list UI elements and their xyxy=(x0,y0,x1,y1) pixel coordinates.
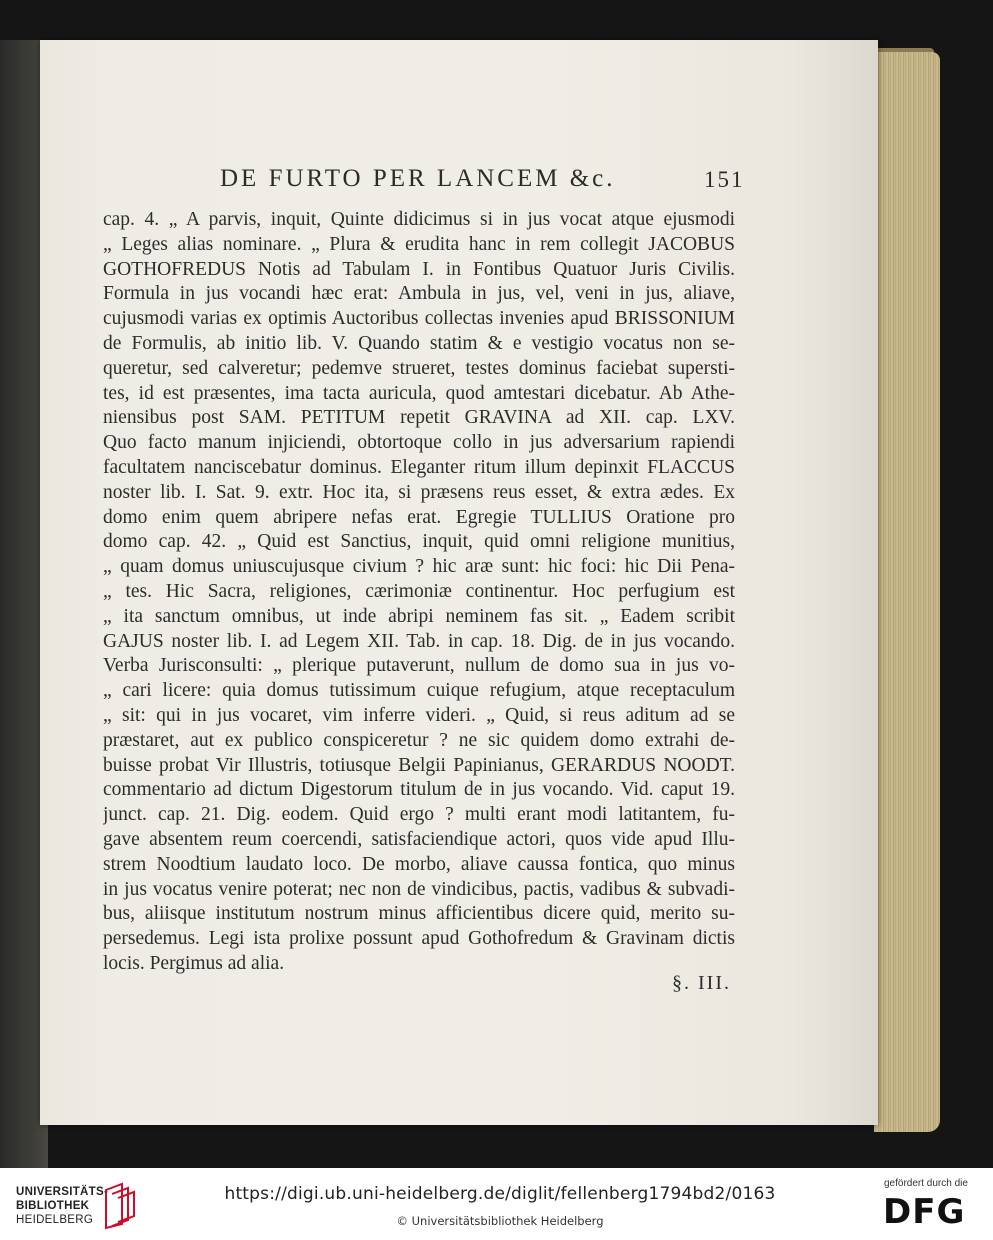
text-line: Formula in jus vocandi hæc erat: Ambula in jus, vel, veni in jus, aliave, xyxy=(103,283,735,305)
text-line: bus, aliisque institutum nostrum minus afficientibus dicere quid, merito su- xyxy=(103,903,735,925)
text-line: persedemus. Legi ista prolixe possunt apud Gothofredum & Gravinam dictis xyxy=(103,928,735,950)
text-line: Verba Jurisconsulti: „ plerique putaverunt, nullum de domo sua in jus vo- xyxy=(103,655,735,677)
library-name-line1: UNIVERSITÄTS- xyxy=(16,1186,109,1198)
text-line: domo enim quem abripere nefas erat. Egregie TULLIUS Oratione pro xyxy=(103,506,735,528)
text-line: gave absentem reum coercendi, satisfaciendique actori, quos vide apud Illu- xyxy=(103,828,735,850)
text-line: cap. 4. „ A parvis, inquit, Quinte didicimus si in jus vocat atque ejusmodi xyxy=(103,209,735,230)
text-line: locis. Pergimus ad alia. xyxy=(103,952,285,974)
text-line: junct. cap. 21. Dig. eodem. Quid ergo ? multi erant modi latitantem, fu- xyxy=(103,804,735,826)
text-line: facultatem nanciscebatur dominus. Eleganter ritum illum depinxit FLACCUS xyxy=(103,456,735,478)
section-catchword: §. III. xyxy=(672,972,731,994)
text-line: Quo facto manum injiciendi, obtortoque collo in jus adversarium rapiendi xyxy=(103,432,735,454)
copyright-notice: © Universitätsbibliothek Heidelberg xyxy=(396,1214,604,1228)
book-fore-edge xyxy=(874,52,940,1132)
text-line: noster lib. I. Sat. 9. extr. Hoc ita, si præsens reus esset, & extra ædes. Ex xyxy=(103,481,735,503)
text-line: queretur, sed calveretur; pedemve strueret, testes dominus faciebat supersti- xyxy=(103,357,735,379)
text-line: „ Leges alias nominare. „ Plura & erudita hanc in rem collegit JACOBUS xyxy=(103,233,735,255)
text-line: domo cap. 42. „ Quid est Sanctius, inquit, quid omni religione munitius, xyxy=(103,531,735,553)
text-line: „ ita sanctum omnibus, ut inde abripi neminem fas sit. „ Eadem scribit xyxy=(103,605,735,627)
text-line: in jus vocatus venire poterat; nec non de vindicibus, pactis, vadibus & subvadi- xyxy=(103,878,735,900)
text-line: „ quam domus uniuscujusque civium ? hic aræ sunt: hic foci: hic Dii Pena- xyxy=(103,556,735,578)
text-line: „ tes. Hic Sacra, religiones, cærimoniæ continentur. Hoc perfugium est xyxy=(103,580,735,602)
text-line: commentario ad dictum Digestorum titulum de in jus vocando. Vid. caput 19. xyxy=(103,779,735,801)
text-line: „ cari licere: quia domus tutissimum cuique refugium, atque receptaculum xyxy=(103,680,735,702)
library-name-line3: HEIDELBERG xyxy=(16,1214,94,1226)
text-line: tes, id est præsentes, ima tacta auricula, quod amtestari dicebatur. Ab Athe- xyxy=(103,382,735,404)
text-line: niensibus post SAM. PETITUM repetit GRAVINA ad XII. cap. LXV. xyxy=(103,407,735,429)
text-line: buisse probat Vir Illustris, totiusque Belgii Papinianus, GERARDUS NOODT. xyxy=(103,754,735,776)
text-line: GAJUS noster lib. I. ad Legem XII. Tab. in cap. 18. Dig. de in jus vocando. xyxy=(103,630,735,652)
text-line: strem Noodtium laudato loco. De morbo, aliave caussa fontica, quo minus xyxy=(103,853,735,875)
sponsor-label: gefördert durch die xyxy=(884,1178,968,1189)
page-number: 151 xyxy=(704,167,745,192)
library-logo-icon xyxy=(102,1180,138,1230)
text-line: „ sit: qui in jus vocaret, vim inferre videri. „ Quid, si reus aditum ad se xyxy=(103,704,735,726)
text-line: cujusmodi varias ex optimis Auctoribus collectas invenies apud BRISSONIUM xyxy=(103,308,735,330)
permalink-url[interactable]: https://digi.ub.uni-heidelberg.de/diglit/fellenberg1794bd2/0163 xyxy=(224,1184,776,1204)
text-line: GOTHOFREDUS Notis ad Tabulam I. in Fontibus Quatuor Juris Civilis. xyxy=(103,258,735,280)
body-text xyxy=(103,208,735,977)
running-header: DE FURTO PER LANCEM &c. xyxy=(220,165,616,192)
viewer-footer xyxy=(0,1168,993,1240)
text-line: præstaret, aut ex publico conspiceretur ? ne sic quidem domo extrahi de- xyxy=(103,729,735,751)
text-line: de Formulis, ab initio lib. V. Quando statim & e vestigio vocatus non se- xyxy=(103,332,735,354)
dfg-logo: DFG xyxy=(883,1192,966,1232)
library-name-line2: BIBLIOTHEK xyxy=(16,1200,90,1212)
